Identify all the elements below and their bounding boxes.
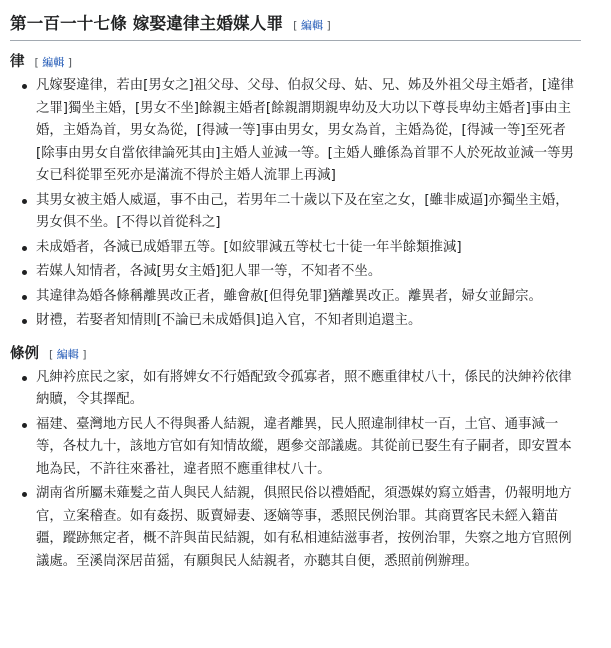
section-edit-link: [ 編輯 ] (34, 56, 73, 69)
tiaoli-list (10, 367, 581, 574)
list-item: 凡嫁娶違律，若由[男女之]祖父母、父母、伯叔父母、姑、兄、姊及外祖父母主婚者，[違律之罪]獨坐主婚，[男女不坐]餘親主婚者[餘親謂期親卑幼及大功以下尊長卑幼主婚者]事由主婚，主婚為首，男女為從，[得減一等]事由男女，男女為首，主婚為從，[得減一等]至死者[除事由男女自當依律論死其由]主婚人並減一等。[主婚人雖係為首罪不人於死故並減一等男女已科從罪至死亦是滿流不得於主婚人流罪上再減] (36, 75, 581, 188)
list-item: 其違律為婚各條稱離異改正者，雖會赦[但得免罪]猶離異改正。離異者，婦女並歸宗。 (36, 286, 581, 309)
section-title: 律 (10, 54, 25, 70)
edit-link[interactable]: 編輯 (42, 56, 65, 69)
list-item: 福建、臺灣地方民人不得與番人結親，違者離異，民人照違制律杖一百，土官、通事減一等，各杖九十，該地方官如有知情故縱，題參交部議處。其從前已娶生有子嗣者，即安置本地為民，不許往來番社，違者照不應重律杖八十。 (36, 414, 581, 482)
edit-link[interactable]: 編輯 (300, 19, 323, 32)
edit-link[interactable]: 編輯 (56, 347, 79, 361)
title-edit-link: [ 編輯 ] (293, 19, 331, 32)
section-heading-tiaoli (10, 342, 581, 363)
list-item: 財禮，若娶者知情則[不論已未成婚俱]追入官，不知者則追還主。 (36, 310, 581, 333)
page-title: 第一百一十七條 嫁娶違律主婚媒人罪 (10, 14, 284, 33)
lu-list (10, 75, 581, 333)
page-title-row (10, 10, 581, 41)
list-item: 湖南省所屬未薙髮之苗人與民人結親，俱照民俗以禮婚配，須憑媒妁寫立婚書，仍報明地方官，立案稽查。如有姦拐、販賣婦妻、逐嫡等事，悉照民例治罪。其商賈客民未經入籍苗疆，蹤跡無定者，概不許與苗民結親，如有私相連結滋事者，按例治罪，失察之地方官照例議處。至溪峝深居苗猺，有願與民人結親者，亦聽其自便，悉照前例辦理。 (36, 483, 581, 573)
section-heading-lu (10, 50, 581, 71)
list-item: 其男女被主婚人威逼，事不由己，若男年二十歲以下及在室之女，[雖非威逼]亦獨坐主婚，男女俱不坐。[不得以首從科之] (36, 190, 581, 235)
list-item: 若媒人知情者，各減[男女主婚]犯人罪一等，不知者不坐。 (36, 261, 581, 284)
list-item: 凡紳衿庶民之家，如有將婢女不行婚配致令孤寡者，照不應重律杖八十，係民的決紳衿依律納贖，令其擇配。 (36, 367, 581, 412)
list-item: 未成婚者，各減已成婚罪五等。[如絞罪減五等杖七十徒一年半餘類推減] (36, 237, 581, 260)
section-edit-link: [ 編輯 ] (49, 347, 87, 361)
section-title: 條例 (10, 345, 39, 362)
